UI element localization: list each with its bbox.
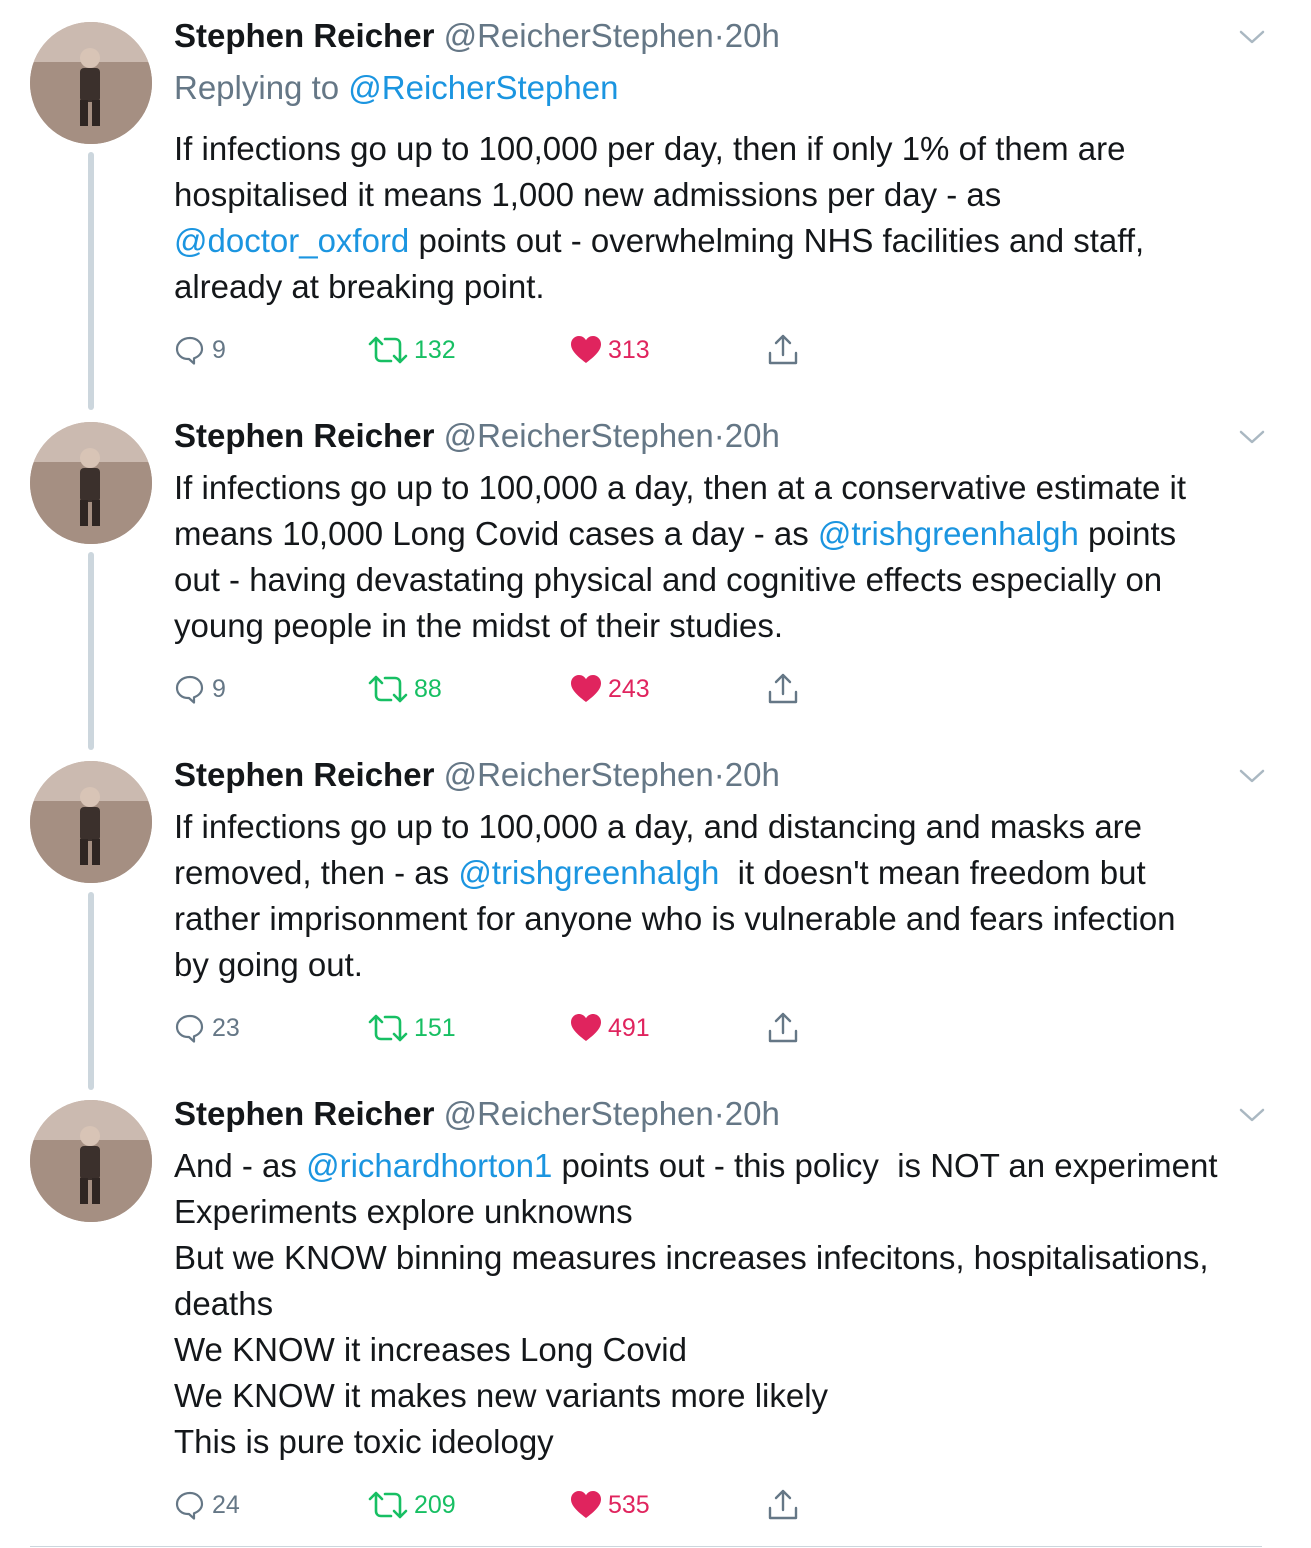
tweet-line: If infections go up to 100,000 per day, then if only 1% of them are xyxy=(174,130,1126,167)
timestamp[interactable]: 20h xyxy=(724,1095,780,1132)
tweet-actions xyxy=(174,669,874,709)
share-icon xyxy=(766,333,800,367)
reply-button[interactable] xyxy=(174,1485,240,1525)
share-button[interactable] xyxy=(766,1485,800,1525)
like-button[interactable] xyxy=(570,1008,650,1048)
tweet-line: If infections go up to 100,000 a day, then at a conservative estimate it xyxy=(174,469,1187,506)
replying-to-mention[interactable]: @ReicherStephen xyxy=(348,69,619,106)
avatar-photo xyxy=(30,22,152,144)
tweet-line: out - having devastating physical and cognitive effects especially on xyxy=(174,561,1163,598)
reply-icon xyxy=(174,1489,206,1521)
retweet-icon xyxy=(368,673,408,705)
reply-icon xyxy=(174,334,206,366)
reply-button[interactable] xyxy=(174,330,226,370)
reply-button[interactable] xyxy=(174,1008,240,1048)
divider xyxy=(30,1546,1262,1547)
tweet-line: We KNOW it increases Long Covid xyxy=(174,1331,687,1368)
avatar-photo xyxy=(30,422,152,544)
avatar[interactable] xyxy=(30,761,152,883)
heart-icon xyxy=(570,335,602,365)
heart-icon xyxy=(570,674,602,704)
timestamp[interactable]: 20h xyxy=(724,756,780,793)
author-handle[interactable]: @ReicherStephen xyxy=(443,417,714,454)
tweet-line xyxy=(174,1143,1284,1189)
avatar[interactable] xyxy=(30,22,152,144)
separator: · xyxy=(713,1095,725,1132)
avatar-photo xyxy=(30,1100,152,1222)
chevron-down-icon[interactable] xyxy=(1238,428,1266,446)
tweet-text xyxy=(174,1143,1284,1465)
retweet-count: 88 xyxy=(414,674,442,703)
tweet-line: We KNOW it makes new variants more likely xyxy=(174,1377,829,1414)
chevron-down-icon[interactable] xyxy=(1238,1106,1266,1124)
reply-icon xyxy=(174,1012,206,1044)
separator: · xyxy=(713,17,725,54)
tweet-line: young people in the midst of their studies. xyxy=(174,607,784,644)
thread-line xyxy=(88,552,94,750)
tweet-text xyxy=(174,804,1284,988)
author-handle[interactable]: @ReicherStephen xyxy=(443,17,714,54)
tweet-line: deaths xyxy=(174,1285,274,1322)
author-name[interactable]: Stephen Reicher xyxy=(174,1095,435,1132)
reply-count: 9 xyxy=(212,335,226,364)
like-button[interactable] xyxy=(570,1485,650,1525)
tweet-line: rather imprisonment for anyone who is vulnerable and fears infection xyxy=(174,900,1176,937)
share-icon xyxy=(766,1488,800,1522)
like-button[interactable] xyxy=(570,669,650,709)
tweet-header xyxy=(174,1094,780,1134)
tweet-line: But we KNOW binning measures increases infecitons, hospitalisations, xyxy=(174,1239,1209,1276)
reply-button[interactable] xyxy=(174,669,226,709)
tweet-line-text: And - as xyxy=(174,1147,307,1184)
tweet-line-text: points xyxy=(1078,515,1177,552)
thread-line xyxy=(88,152,94,410)
tweet-actions xyxy=(174,1008,874,1048)
retweet-button[interactable] xyxy=(368,1485,456,1525)
avatar[interactable] xyxy=(30,1100,152,1222)
mention-link[interactable]: @doctor_oxford xyxy=(174,222,410,259)
retweet-count: 209 xyxy=(414,1490,456,1519)
retweet-icon xyxy=(368,334,408,366)
tweet-line: already at breaking point. xyxy=(174,268,545,305)
tweet-header xyxy=(174,16,780,56)
tweet-line: hospitalised it means 1,000 new admissions per day - as xyxy=(174,176,1002,213)
tweet-line: If infections go up to 100,000 a day, and distancing and masks are xyxy=(174,808,1143,845)
tweet-line-text: means 10,000 Long Covid cases a day - as xyxy=(174,515,818,552)
mention-link[interactable]: @trishgreenhalgh xyxy=(458,854,720,891)
tweet-line xyxy=(174,850,1284,896)
mention-link[interactable]: @richardhorton1 xyxy=(306,1147,553,1184)
tweet-actions xyxy=(174,330,874,370)
chevron-down-icon[interactable] xyxy=(1238,28,1266,46)
reply-count: 24 xyxy=(212,1490,240,1519)
mention-link[interactable]: @trishgreenhalgh xyxy=(817,515,1079,552)
retweet-count: 151 xyxy=(414,1013,456,1042)
reply-count: 9 xyxy=(212,674,226,703)
like-count: 243 xyxy=(608,674,650,703)
timestamp[interactable]: 20h xyxy=(724,417,780,454)
retweet-icon xyxy=(368,1012,408,1044)
thread-line xyxy=(88,892,94,1090)
retweet-button[interactable] xyxy=(368,669,442,709)
separator: · xyxy=(713,756,725,793)
replying-prefix: Replying to xyxy=(174,69,349,106)
tweet-line-text: it doesn't mean freedom but xyxy=(719,854,1146,891)
like-count: 491 xyxy=(608,1013,650,1042)
author-handle[interactable]: @ReicherStephen xyxy=(443,756,714,793)
share-icon xyxy=(766,1011,800,1045)
like-count: 313 xyxy=(608,335,650,364)
retweet-button[interactable] xyxy=(368,1008,456,1048)
like-count: 535 xyxy=(608,1490,650,1519)
tweet-header xyxy=(174,416,780,456)
share-button[interactable] xyxy=(766,1008,800,1048)
retweet-count: 132 xyxy=(414,335,456,364)
share-icon xyxy=(766,672,800,706)
separator: · xyxy=(713,417,725,454)
retweet-icon xyxy=(368,1489,408,1521)
share-button[interactable] xyxy=(766,330,800,370)
tweet-line: This is pure toxic ideology xyxy=(174,1423,554,1460)
author-handle[interactable]: @ReicherStephen xyxy=(443,1095,714,1132)
tweet-actions xyxy=(174,1485,874,1525)
tweet-line-text: points out - this policy is NOT an experiment xyxy=(552,1147,1218,1184)
retweet-button[interactable] xyxy=(368,330,456,370)
avatar[interactable] xyxy=(30,422,152,544)
author-name[interactable]: Stephen Reicher xyxy=(174,417,435,454)
tweet-text xyxy=(174,465,1284,649)
tweet-line xyxy=(174,511,1284,557)
tweet-header xyxy=(174,755,780,795)
share-button[interactable] xyxy=(766,669,800,709)
tweet-line: Experiments explore unknowns xyxy=(174,1193,633,1230)
reply-count: 23 xyxy=(212,1013,240,1042)
heart-icon xyxy=(570,1013,602,1043)
tweet-line-text: removed, then - as xyxy=(174,854,459,891)
author-name[interactable]: Stephen Reicher xyxy=(174,756,435,793)
tweet-line-text: points out - overwhelming NHS facilities and staff, xyxy=(409,222,1145,259)
tweet-line xyxy=(174,218,1284,264)
heart-icon xyxy=(570,1490,602,1520)
timestamp[interactable]: 20h xyxy=(724,17,780,54)
tweet-line: by going out. xyxy=(174,946,363,983)
author-name[interactable]: Stephen Reicher xyxy=(174,17,435,54)
reply-icon xyxy=(174,673,206,705)
tweet-text xyxy=(174,126,1284,310)
chevron-down-icon[interactable] xyxy=(1238,767,1266,785)
avatar-photo xyxy=(30,761,152,883)
replying-to xyxy=(174,68,618,108)
like-button[interactable] xyxy=(570,330,650,370)
